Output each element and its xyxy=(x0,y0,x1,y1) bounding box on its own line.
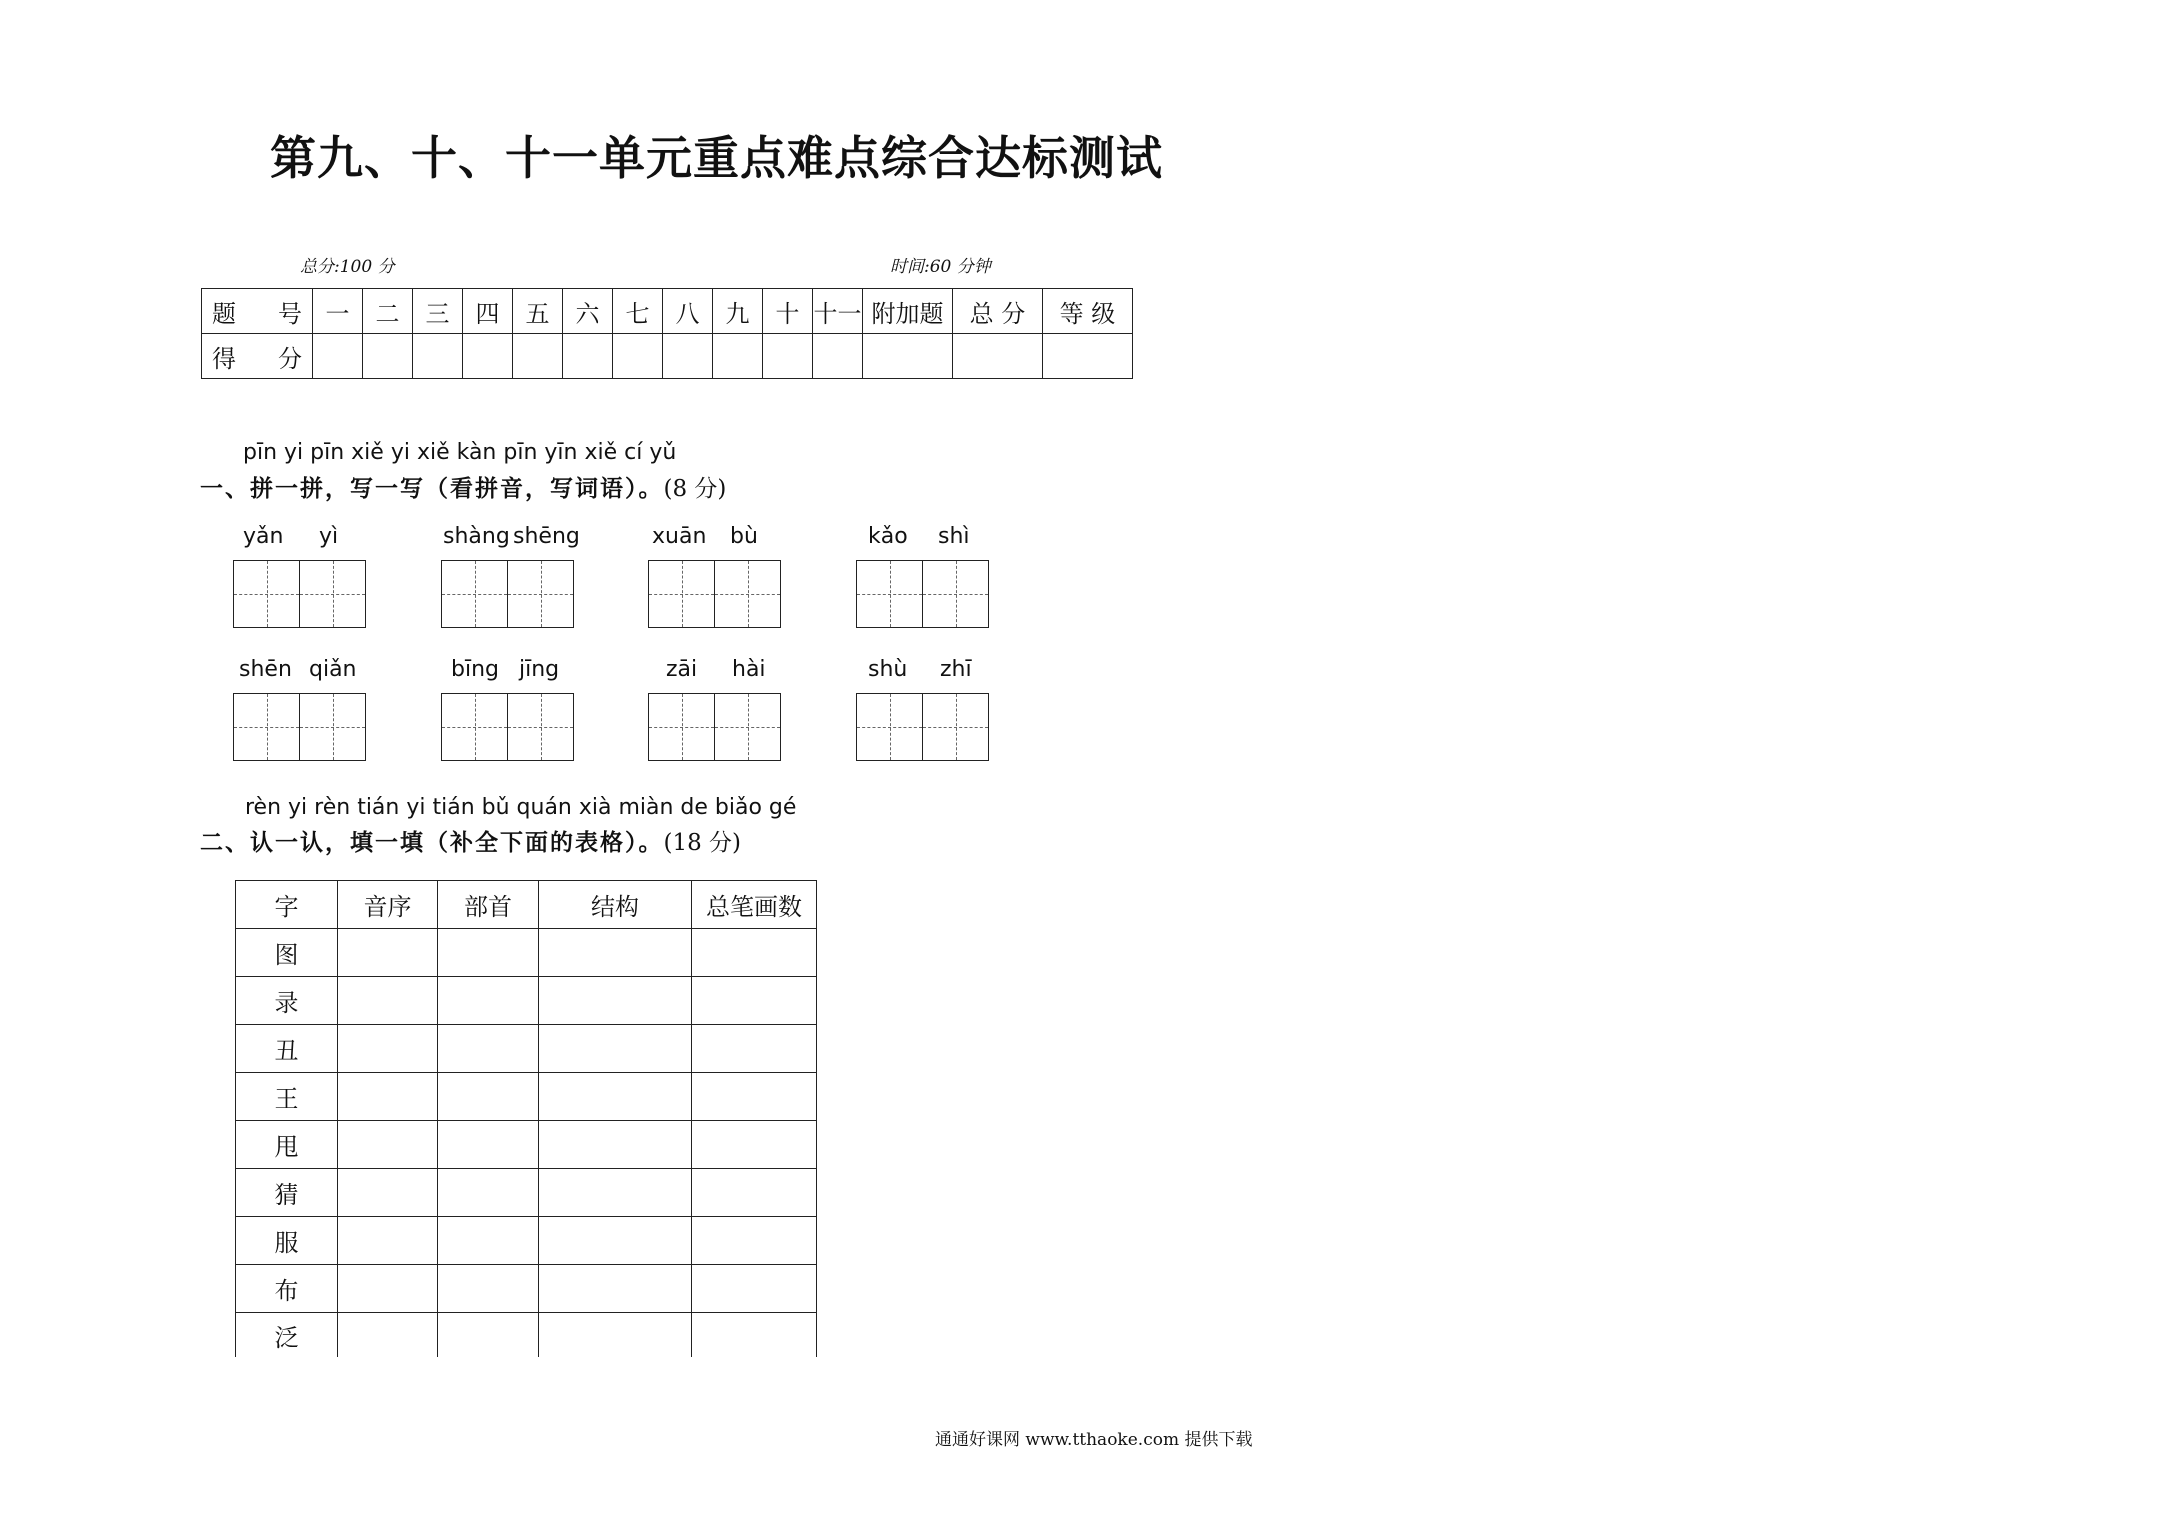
score-col-1: 一 xyxy=(313,289,363,334)
answer-cell[interactable] xyxy=(539,1121,692,1169)
syllable: bù xyxy=(730,524,758,549)
answer-cell[interactable] xyxy=(338,1121,438,1169)
answer-cell[interactable] xyxy=(539,1313,692,1358)
time-limit-label: 时间:60 分钟 xyxy=(890,257,991,277)
syllable: kǎo xyxy=(868,524,908,549)
writing-cell[interactable] xyxy=(507,560,574,628)
writing-cell[interactable] xyxy=(714,693,781,761)
section1-heading xyxy=(200,470,726,503)
syllable: shàng xyxy=(443,524,510,549)
score-blank[interactable] xyxy=(813,334,863,379)
syllable: zhī xyxy=(940,657,972,682)
answer-cell[interactable] xyxy=(338,929,438,977)
score-col-6: 六 xyxy=(563,289,613,334)
answer-cell[interactable] xyxy=(338,1313,438,1358)
score-col-8: 八 xyxy=(663,289,713,334)
tianzige-box[interactable] xyxy=(856,657,990,761)
score-blank[interactable] xyxy=(713,334,763,379)
score-row-label: 得 分 xyxy=(202,334,313,379)
score-col-grade: 等 级 xyxy=(1043,289,1133,334)
syllable: bīng xyxy=(451,657,499,682)
answer-cell[interactable] xyxy=(692,929,817,977)
answer-cell[interactable] xyxy=(438,1121,539,1169)
answer-cell[interactable] xyxy=(692,1121,817,1169)
answer-cell[interactable] xyxy=(539,1169,692,1217)
page-title: 第九、十、十一单元重点难点综合达标测试 xyxy=(270,131,1163,185)
syllable: shù xyxy=(868,657,908,682)
score-blank[interactable] xyxy=(513,334,563,379)
answer-cell[interactable] xyxy=(692,1169,817,1217)
col-header-strokes: 总笔画数 xyxy=(692,881,817,929)
score-table-header-row xyxy=(202,289,1133,334)
row-char: 布 xyxy=(236,1265,338,1313)
table-row xyxy=(236,1169,817,1217)
table-row xyxy=(236,1313,817,1358)
table-row xyxy=(236,1073,817,1121)
writing-cell[interactable] xyxy=(507,693,574,761)
writing-cell[interactable] xyxy=(856,560,923,628)
table-row xyxy=(236,929,817,977)
col-header-radical: 部首 xyxy=(438,881,539,929)
section2-pinyin: rèn yi rèn tián yi tián bǔ quán xià miàn de biǎo gé xyxy=(245,795,797,820)
score-blank[interactable] xyxy=(663,334,713,379)
syllable: hài xyxy=(732,657,766,682)
answer-cell[interactable] xyxy=(692,977,817,1025)
writing-cell[interactable] xyxy=(922,693,989,761)
total-score-label: 总分:100 分 xyxy=(300,257,395,277)
answer-cell[interactable] xyxy=(338,1025,438,1073)
score-blank[interactable] xyxy=(953,334,1043,379)
section2-heading xyxy=(200,824,741,857)
row-char: 王 xyxy=(236,1073,338,1121)
tianzige-box[interactable] xyxy=(441,524,580,628)
writing-cell[interactable] xyxy=(922,560,989,628)
section1-pinyin: pīn yi pīn xiě yi xiě kàn pīn yīn xiě cí yǔ xyxy=(243,440,677,465)
writing-cell[interactable] xyxy=(299,693,366,761)
col-header-structure: 结构 xyxy=(539,881,692,929)
answer-cell[interactable] xyxy=(438,1169,539,1217)
col-header-initial: 音序 xyxy=(338,881,438,929)
section1-heading-text: 一、拼一拼，写一写（看拼音，写词语）。 xyxy=(200,475,664,502)
answer-cell[interactable] xyxy=(438,1073,539,1121)
tianzige-box[interactable] xyxy=(856,524,990,628)
score-col-bonus: 附加题 xyxy=(863,289,953,334)
answer-cell[interactable] xyxy=(692,1073,817,1121)
score-blank[interactable] xyxy=(313,334,363,379)
answer-cell[interactable] xyxy=(539,977,692,1025)
row-char: 图 xyxy=(236,929,338,977)
writing-cell[interactable] xyxy=(441,693,508,761)
answer-cell[interactable] xyxy=(338,1073,438,1121)
answer-cell[interactable] xyxy=(539,1217,692,1265)
character-table xyxy=(235,880,817,1357)
score-blank[interactable] xyxy=(363,334,413,379)
score-blank[interactable] xyxy=(563,334,613,379)
table-row xyxy=(236,1025,817,1073)
writing-cell[interactable] xyxy=(648,693,715,761)
section2-points: (18 分) xyxy=(663,830,742,856)
score-col-5: 五 xyxy=(513,289,563,334)
syllable: shēn xyxy=(239,657,292,682)
answer-cell[interactable] xyxy=(338,977,438,1025)
answer-cell[interactable] xyxy=(338,1169,438,1217)
row-char: 泛 xyxy=(236,1313,338,1358)
writing-cell[interactable] xyxy=(299,560,366,628)
score-blank[interactable] xyxy=(613,334,663,379)
score-col-2: 二 xyxy=(363,289,413,334)
syllable: xuān xyxy=(652,524,707,549)
syllable: jīng xyxy=(519,657,560,682)
score-blank[interactable] xyxy=(463,334,513,379)
row-char: 猜 xyxy=(236,1169,338,1217)
tianzige-box[interactable] xyxy=(233,524,367,628)
score-header-label: 题 号 xyxy=(202,289,313,334)
answer-cell[interactable] xyxy=(438,977,539,1025)
tianzige-box[interactable] xyxy=(233,657,367,761)
score-col-3: 三 xyxy=(413,289,463,334)
answer-cell[interactable] xyxy=(539,1265,692,1313)
writing-cell[interactable] xyxy=(233,560,300,628)
table-row xyxy=(236,1217,817,1265)
answer-cell[interactable] xyxy=(438,929,539,977)
score-blank[interactable] xyxy=(1043,334,1133,379)
score-col-9: 九 xyxy=(713,289,763,334)
answer-cell[interactable] xyxy=(692,1313,817,1358)
score-col-7: 七 xyxy=(613,289,663,334)
score-blank[interactable] xyxy=(763,334,813,379)
section1-points: (8 分) xyxy=(663,476,727,502)
syllable: shēng xyxy=(513,524,580,549)
tianzige-box[interactable] xyxy=(441,657,575,761)
answer-cell[interactable] xyxy=(438,1217,539,1265)
tianzige-box[interactable] xyxy=(648,524,782,628)
answer-cell[interactable] xyxy=(539,929,692,977)
answer-cell[interactable] xyxy=(692,1265,817,1313)
section2-heading-text: 二、认一认，填一填（补全下面的表格）。 xyxy=(200,829,664,856)
writing-cell[interactable] xyxy=(441,560,508,628)
score-col-4: 四 xyxy=(463,289,513,334)
answer-cell[interactable] xyxy=(539,1073,692,1121)
footer-credit: 通通好课网 www.tthaoke.com 提供下载 xyxy=(935,1430,1253,1450)
score-table xyxy=(201,288,1133,379)
row-char: 甩 xyxy=(236,1121,338,1169)
writing-cell[interactable] xyxy=(648,560,715,628)
score-col-11: 十一 xyxy=(813,289,863,334)
character-table-header xyxy=(236,881,817,929)
score-blank[interactable] xyxy=(413,334,463,379)
table-row xyxy=(236,1121,817,1169)
col-header-char: 字 xyxy=(236,881,338,929)
answer-cell[interactable] xyxy=(338,1265,438,1313)
answer-cell[interactable] xyxy=(539,1025,692,1073)
syllable: zāi xyxy=(666,657,698,682)
answer-cell[interactable] xyxy=(692,1025,817,1073)
answer-cell[interactable] xyxy=(692,1217,817,1265)
row-char: 录 xyxy=(236,977,338,1025)
answer-cell[interactable] xyxy=(438,1265,539,1313)
score-col-total: 总 分 xyxy=(953,289,1043,334)
syllable: yǎn xyxy=(243,524,284,549)
writing-cell[interactable] xyxy=(856,693,923,761)
syllable: yì xyxy=(319,524,339,549)
writing-cell[interactable] xyxy=(233,693,300,761)
score-col-10: 十 xyxy=(763,289,813,334)
answer-cell[interactable] xyxy=(338,1217,438,1265)
score-table-score-row xyxy=(202,334,1133,379)
answer-cell[interactable] xyxy=(438,1025,539,1073)
score-blank[interactable] xyxy=(863,334,953,379)
syllable: qiǎn xyxy=(309,657,357,682)
row-char: 丑 xyxy=(236,1025,338,1073)
table-row xyxy=(236,977,817,1025)
tianzige-box[interactable] xyxy=(648,657,782,761)
syllable: shì xyxy=(938,524,970,549)
answer-cell[interactable] xyxy=(438,1313,539,1358)
row-char: 服 xyxy=(236,1217,338,1265)
table-row xyxy=(236,1265,817,1313)
writing-cell[interactable] xyxy=(714,560,781,628)
